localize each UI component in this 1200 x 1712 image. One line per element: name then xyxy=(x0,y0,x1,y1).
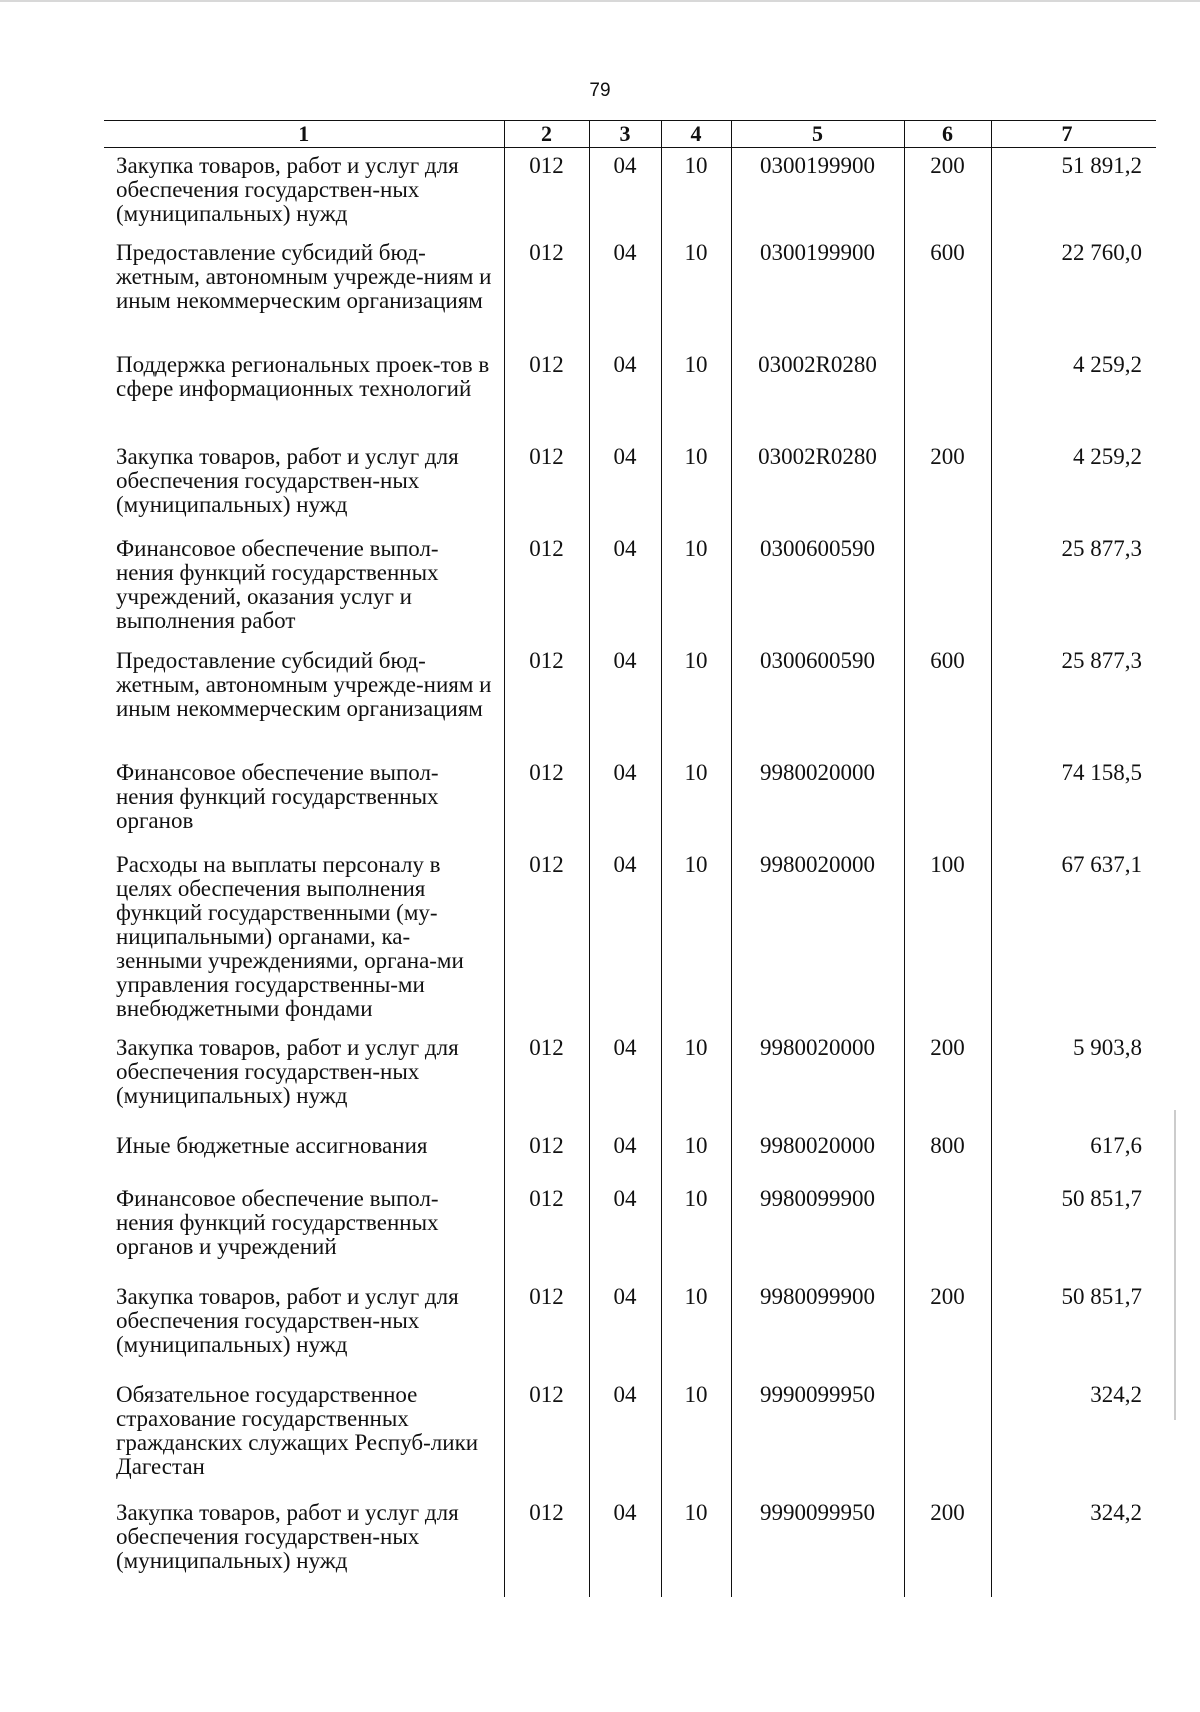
table-row xyxy=(104,761,1156,853)
row-description: Поддержка региональных проек-тов в сфере информационных технологий xyxy=(104,353,504,445)
row-description: Финансовое обеспечение выпол-нения функций государственных органов и учреждений xyxy=(104,1187,504,1285)
cell-col-7: 324,2 xyxy=(1090,1499,1142,1525)
column-header-3: 3 xyxy=(589,121,661,148)
cell-col-3: 04 xyxy=(589,1134,661,1187)
cell-col-4: 10 xyxy=(661,445,731,537)
row-description: Предоставление субсидий бюд-жетным, автономным учрежде-ниям и иным некоммерческим организациям xyxy=(104,241,504,353)
cell-col-5: 0300199900 xyxy=(731,241,904,353)
cell-col-4: 10 xyxy=(661,1036,731,1134)
cell-col-3: 04 xyxy=(589,445,661,537)
row-description: Закупка товаров, работ и услуг для обеспечения государствен-ных (муниципальных) нужд xyxy=(104,1285,504,1383)
cell-col-3: 04 xyxy=(589,853,661,1036)
cell-col-6: 600 xyxy=(904,241,991,353)
table-row xyxy=(104,1285,1156,1383)
row-description: Финансовое обеспечение выпол-нения функций государственных учреждений, оказания услуг и выполнения работ xyxy=(104,537,504,649)
cell-col-2: 012 xyxy=(504,853,589,1036)
column-header-5: 5 xyxy=(731,121,904,148)
cell-col-7: 25 877,3 xyxy=(1061,535,1142,561)
cell-col-6: 200 xyxy=(904,148,991,241)
cell-col-2: 012 xyxy=(504,148,589,241)
scan-margin-line xyxy=(1174,1110,1176,1420)
cell-col-6 xyxy=(904,761,991,853)
cell-col-2: 012 xyxy=(504,1036,589,1134)
column-header-1: 1 xyxy=(104,121,504,148)
budget-table xyxy=(104,120,1156,1597)
column-header-2: 2 xyxy=(504,121,589,148)
cell-col-2: 012 xyxy=(504,1501,589,1597)
cell-col-4: 10 xyxy=(661,649,731,761)
cell-col-2: 012 xyxy=(504,353,589,445)
cell-col-2: 012 xyxy=(504,1187,589,1285)
header-row xyxy=(104,121,1156,148)
page-number: 79 xyxy=(589,80,611,101)
cell-col-6: 200 xyxy=(904,1501,991,1597)
cell-col-3: 04 xyxy=(589,761,661,853)
row-description: Финансовое обеспечение выпол-нения функций государственных органов xyxy=(104,761,504,853)
table-row xyxy=(104,445,1156,537)
cell-col-7: 22 760,0 xyxy=(1061,239,1142,265)
cell-col-3: 04 xyxy=(589,148,661,241)
cell-col-4: 10 xyxy=(661,1383,731,1501)
cell-col-3: 04 xyxy=(589,353,661,445)
table-row xyxy=(104,1036,1156,1134)
cell-col-2: 012 xyxy=(504,649,589,761)
table-row xyxy=(104,853,1156,1036)
cell-col-5: 03002R0280 xyxy=(731,445,904,537)
cell-col-5: 0300600590 xyxy=(731,649,904,761)
row-description: Закупка товаров, работ и услуг для обеспечения государствен-ных (муниципальных) нужд xyxy=(104,1501,504,1597)
table-row xyxy=(104,148,1156,241)
cell-col-4: 10 xyxy=(661,1134,731,1187)
cell-col-7: 25 877,3 xyxy=(1061,647,1142,673)
cell-col-7: 4 259,2 xyxy=(1073,351,1142,377)
cell-col-5: 9980099900 xyxy=(731,1285,904,1383)
cell-col-5: 9990099950 xyxy=(731,1501,904,1597)
table-row xyxy=(104,1187,1156,1285)
cell-col-5: 9990099950 xyxy=(731,1383,904,1501)
column-header-6: 6 xyxy=(904,121,991,148)
cell-col-6 xyxy=(904,537,991,649)
cell-col-3: 04 xyxy=(589,1187,661,1285)
cell-col-2: 012 xyxy=(504,445,589,537)
cell-col-7: 74 158,5 xyxy=(1061,759,1142,785)
column-header-4: 4 xyxy=(661,121,731,148)
cell-col-2: 012 xyxy=(504,1285,589,1383)
cell-col-4: 10 xyxy=(661,148,731,241)
scan-top-edge xyxy=(0,0,1200,2)
cell-col-2: 012 xyxy=(504,1134,589,1187)
table-row xyxy=(104,1383,1156,1501)
cell-col-7: 5 903,8 xyxy=(1073,1034,1142,1060)
cell-col-3: 04 xyxy=(589,1501,661,1597)
cell-col-4: 10 xyxy=(661,1501,731,1597)
cell-col-6: 200 xyxy=(904,1285,991,1383)
cell-col-7: 51 891,2 xyxy=(1061,153,1142,178)
cell-col-6 xyxy=(904,353,991,445)
cell-col-5: 0300199900 xyxy=(731,148,904,241)
cell-col-4: 10 xyxy=(661,1187,731,1285)
table-header xyxy=(104,121,1156,148)
cell-col-4: 10 xyxy=(661,353,731,445)
cell-col-5: 03002R0280 xyxy=(731,353,904,445)
cell-col-2: 012 xyxy=(504,537,589,649)
row-description: Обязательное государственное страхование государственных гражданских служащих Респуб-лики Дагестан xyxy=(104,1383,504,1501)
cell-col-4: 10 xyxy=(661,761,731,853)
cell-col-6: 100 xyxy=(904,853,991,1036)
row-description: Закупка товаров, работ и услуг для обеспечения государствен-ных (муниципальных) нужд xyxy=(104,148,504,241)
cell-col-2: 012 xyxy=(504,1383,589,1501)
table-row xyxy=(104,353,1156,445)
cell-col-5: 9980020000 xyxy=(731,853,904,1036)
cell-col-4: 10 xyxy=(661,241,731,353)
cell-col-7: 324,2 xyxy=(1090,1381,1142,1407)
cell-col-2: 012 xyxy=(504,241,589,353)
cell-col-6: 800 xyxy=(904,1134,991,1187)
cell-col-4: 10 xyxy=(661,1285,731,1383)
table-row xyxy=(104,649,1156,761)
cell-col-5: 9980099900 xyxy=(731,1187,904,1285)
table-row xyxy=(104,1134,1156,1187)
cell-col-6: 200 xyxy=(904,445,991,537)
table-row xyxy=(104,241,1156,353)
cell-col-7: 67 637,1 xyxy=(1061,851,1142,877)
cell-col-7: 50 851,7 xyxy=(1061,1283,1142,1309)
cell-col-2: 012 xyxy=(504,761,589,853)
cell-col-6 xyxy=(904,1383,991,1501)
cell-col-4: 10 xyxy=(661,853,731,1036)
cell-col-7: 617,6 xyxy=(1090,1132,1142,1158)
cell-col-6 xyxy=(904,1187,991,1285)
row-description: Иные бюджетные ассигнования xyxy=(104,1134,504,1187)
cell-col-3: 04 xyxy=(589,649,661,761)
row-description: Закупка товаров, работ и услуг для обеспечения государствен-ных (муниципальных) нужд xyxy=(104,445,504,537)
row-description: Закупка товаров, работ и услуг для обеспечения государствен-ных (муниципальных) нужд xyxy=(104,1036,504,1134)
row-description: Предоставление субсидий бюд-жетным, автономным учрежде-ниям и иным некоммерческим организациям xyxy=(104,649,504,761)
cell-col-5: 9980020000 xyxy=(731,1134,904,1187)
cell-col-3: 04 xyxy=(589,1285,661,1383)
cell-col-6: 600 xyxy=(904,649,991,761)
column-header-7: 7 xyxy=(991,121,1156,148)
cell-col-3: 04 xyxy=(589,1036,661,1134)
cell-col-5: 9980020000 xyxy=(731,1036,904,1134)
cell-col-5: 9980020000 xyxy=(731,761,904,853)
table-body xyxy=(104,148,1156,1597)
cell-col-3: 04 xyxy=(589,537,661,649)
cell-col-3: 04 xyxy=(589,1383,661,1501)
cell-col-5: 0300600590 xyxy=(731,537,904,649)
cell-col-3: 04 xyxy=(589,241,661,353)
cell-col-6: 200 xyxy=(904,1036,991,1134)
table-row xyxy=(104,1501,1156,1597)
cell-col-7: 50 851,7 xyxy=(1061,1185,1142,1211)
table-row xyxy=(104,537,1156,649)
cell-col-7: 4 259,2 xyxy=(1073,443,1142,469)
cell-col-4: 10 xyxy=(661,537,731,649)
row-description: Расходы на выплаты персоналу в целях обеспечения выполнения функций государственными (му-ниципальными) органами, ка-зенными учреждениями, органа-ми управления государственны-ми внебюджетными фондами xyxy=(104,853,504,1036)
